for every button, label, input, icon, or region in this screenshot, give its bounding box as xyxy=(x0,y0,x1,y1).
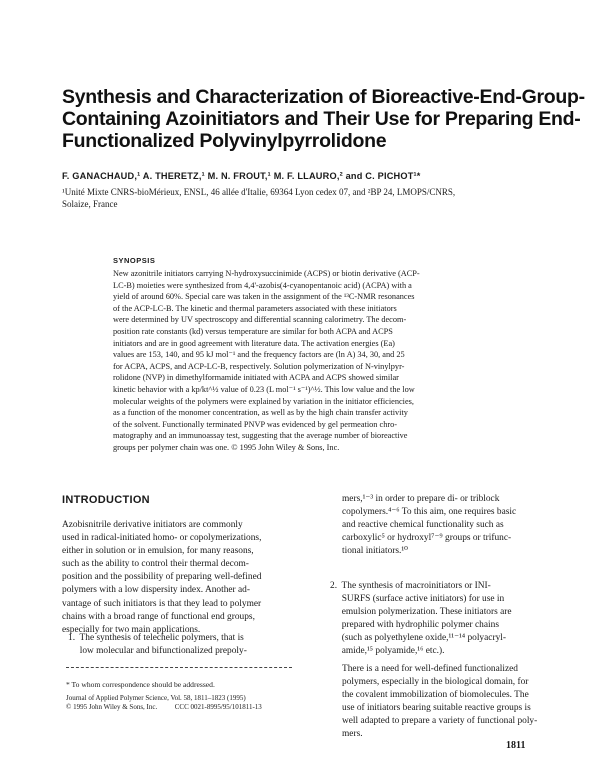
body-line: mers. xyxy=(342,729,363,740)
body-line: use of initiators bearing suitable reactive groups is xyxy=(342,703,531,714)
synopsis-line: kinetic behavior with a kp/kt^½ value of 0.23 (L mol⁻¹ s⁻¹)^½. This low value and the low xyxy=(113,384,415,394)
body-line: polymers with a low dispersity index. Another ad- xyxy=(62,585,250,596)
body-line: chains with a broad range of functional end groups, xyxy=(62,611,255,622)
paper-title xyxy=(62,86,585,152)
body-line: (such as polyethylene oxide,¹¹⁻¹⁴ polyacryl- xyxy=(330,633,506,644)
synopsis-line: of the solvent. Functionally terminated PNVP was evidenced by gel permeation chro- xyxy=(113,419,398,429)
synopsis-line: as a function of the monomer concentration, as well as by the high chain transfer activity xyxy=(113,408,408,418)
title-line: Synthesis and Characterization of Bioreactive-End-Group- xyxy=(62,86,585,108)
body-line: well adapted to prepare a variety of functional poly- xyxy=(342,716,537,727)
body-line: 2. The synthesis of macroinitiators or INI- xyxy=(330,581,491,591)
body-line: vantage of such initiators is that they lead to polymer xyxy=(62,598,262,609)
affiliation-line: Solaize, France xyxy=(62,199,118,209)
body-line: such as the ability to control their thermal decom- xyxy=(62,559,249,570)
synopsis-line: molecular weights of the polymers were explained by variation in the initiator efficiencies, xyxy=(113,396,414,406)
affiliation xyxy=(62,186,542,210)
synopsis-line: matography and an immunoassay test, suggesting that the average number of bioreactive xyxy=(113,431,408,441)
body-line: There is a need for well-defined functionalized xyxy=(342,664,518,674)
body-line: mers,¹⁻³ in order to prepare di- or triblock xyxy=(342,494,500,504)
body-line: position and the possibility of preparing well-defined xyxy=(62,572,262,583)
synopsis-line: were determined by UV spectroscopy and differential scanning calorimetry. The decom- xyxy=(113,315,407,325)
synopsis-line: LC-B) moieties were synthesized from 4,4'-azobis(4-cyanopentanoic acid) (ACPA) with a xyxy=(113,280,412,290)
body-line: used in radical-initiated homo- or copolymerizations, xyxy=(62,533,262,544)
synopsis-heading: SYNOPSIS xyxy=(113,256,156,265)
body-line: 1. The synthesis of telechelic polymers, that is xyxy=(68,633,244,643)
synopsis-line: groups per polymer chain was one. © 1995 John Wiley & Sons, Inc. xyxy=(113,442,340,452)
synopsis-line: of the ACP-LC-B. The kinetic and thermal parameters associated with these initiators xyxy=(113,303,397,313)
body-line: especially for two main applications. xyxy=(62,624,201,635)
body-line: Azobisnitrile derivative initiators are commonly xyxy=(62,520,243,530)
correspondence-footnote: * To whom correspondence should be addressed. xyxy=(66,680,215,689)
body-line: polymers, especially in the biological domain, for xyxy=(342,677,529,688)
body-line: copolymers.⁴⁻⁶ To this aim, one requires basic xyxy=(342,507,517,518)
synopsis-line: rolidone (NVP) in dimethylformamide initiated with ACPA and ACPS showed similar xyxy=(113,373,399,383)
list-item-2 xyxy=(330,580,540,659)
body-line: carboxylic⁵ or hydroxyl⁷⁻⁹ groups or trifunc- xyxy=(342,533,512,544)
synopsis-line: position rate constants (kd) versus temperature are similar for both ACPA and ACPS xyxy=(113,326,393,336)
body-line: low molecular and bifunctionalized prepoly- xyxy=(68,646,247,657)
intro-left-paragraph xyxy=(62,519,292,637)
intro-right-paragraph xyxy=(342,663,537,742)
body-line: either in solution or in emulsion, for many reasons, xyxy=(62,546,254,557)
synopsis-text xyxy=(113,268,493,454)
synopsis-line: yield of around 60%. Special care was taken in the assignment of the ¹³C-NMR resonances xyxy=(113,292,415,302)
body-line: SURFS (surface active initiators) for use in xyxy=(330,594,505,605)
body-line: and reactive chemical functionality such as xyxy=(342,520,504,531)
synopsis-line: initiators and are in good agreement with literature data. The activation energies (Ea) xyxy=(113,338,395,348)
body-line: prepared with hydrophilic polymer chains xyxy=(330,620,499,631)
synopsis-line: New azonitrile initiators carrying N-hydroxysuccinimide (ACPS) or biotin derivative (ACP- xyxy=(113,269,420,278)
title-line: Functionalized Polyvinylpyrrolidone xyxy=(62,130,387,152)
body-line: emulsion polymerization. These initiators are xyxy=(330,607,512,618)
introduction-heading: INTRODUCTION xyxy=(62,494,150,506)
body-line: the covalent immobilization of biomolecules. The xyxy=(342,690,529,701)
author-list: F. GANACHAUD,¹ A. THERETZ,¹ M. N. FROUT,¹ M. F. LLAURO,² and C. PICHOT¹* xyxy=(62,171,421,181)
footnote-divider xyxy=(66,667,292,668)
synopsis-line: for ACPA, ACPS, and ACP-LC-B, respectively. Solution polymerization of N-vinylpyr- xyxy=(113,361,405,371)
journal-line: © 1995 John Wiley & Sons, Inc. CCC 0021-8995/95/101811-13 xyxy=(66,703,262,711)
journal-line: Journal of Applied Polymer Science, Vol. 58, 1811–1823 (1995) xyxy=(66,694,246,702)
page-number: 1811 xyxy=(506,740,526,751)
intro-right-continued xyxy=(342,493,537,558)
journal-info xyxy=(66,694,306,712)
list-item-1 xyxy=(68,632,298,658)
body-line: amide,¹⁵ polyamide,¹⁶ etc.). xyxy=(330,646,445,657)
synopsis-line: values are 153, 140, and 95 kJ mol⁻¹ and the frequency factors are (ln A) 34, 30, and 25 xyxy=(113,350,405,360)
affiliation-line: ¹Unité Mixte CNRS-bioMérieux, ENSL, 46 allée d'Italie, 69364 Lyon cedex 07, and ²BP 24, LMOPS/CNRS, xyxy=(62,187,456,197)
title-line: Containing Azoinitiators and Their Use for Preparing End- xyxy=(62,108,581,130)
body-line: tional initiators.¹⁰ xyxy=(342,546,408,557)
